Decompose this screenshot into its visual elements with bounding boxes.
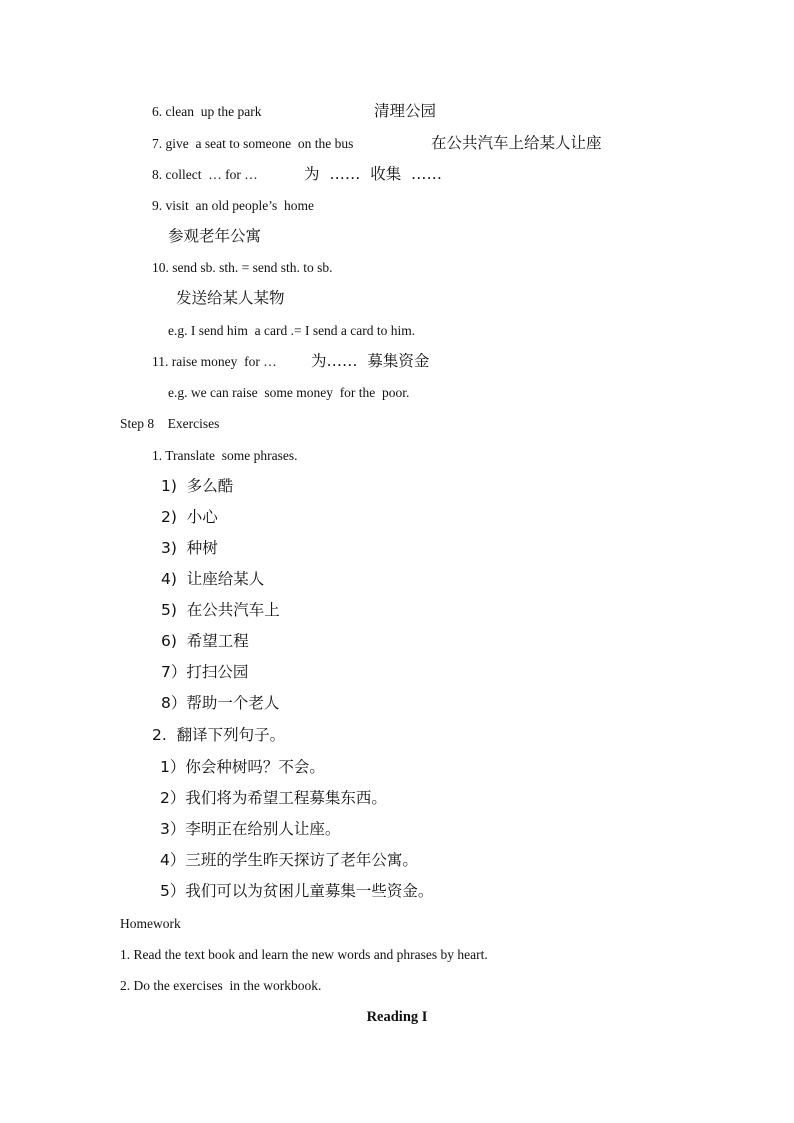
- exercise1-item: 3) 种树: [161, 539, 218, 557]
- step8-title: Step 8 Exercises: [120, 416, 220, 431]
- exercise2-item: 4）三班的学生昨天探访了老年公寓。: [160, 851, 418, 869]
- phrase-11-zh: 为…… 募集资金: [311, 352, 430, 370]
- phrase-10-example: e.g. I send him a card .= I send a card to him.: [168, 323, 416, 338]
- exercise1-item: 4) 让座给某人: [161, 570, 265, 588]
- phrase-10-zh: 发送给某人某物: [176, 289, 285, 307]
- phrase-11-example: e.g. we can raise some money for the poor.: [168, 385, 410, 400]
- exercise2-item: 1）你会种树吗？不会。: [160, 758, 325, 776]
- exercise1-item: 7）打扫公园: [161, 663, 249, 681]
- exercise1-item: 8）帮助一个老人: [161, 694, 280, 712]
- phrase-8-zh: 为 …… 收集 ……: [304, 165, 443, 183]
- exercise2-item: 3）李明正在给别人让座。: [160, 820, 341, 838]
- homework-item: 1. Read the text book and learn the new words and phrases by heart.: [120, 947, 488, 962]
- phrase-8-en: 8. collect … for …: [152, 167, 258, 182]
- phrase-9-en: 9. visit an old people’s home: [152, 198, 314, 213]
- exercise2-item: 5）我们可以为贫困儿童募集一些资金。: [160, 882, 434, 900]
- phrase-7-zh: 在公共汽车上给某人让座: [431, 134, 602, 152]
- exercise1-item: 1) 多么酷: [161, 477, 234, 495]
- phrase-9-zh: 参观老年公寓: [168, 227, 262, 245]
- homework-item: 2. Do the exercises in the workbook.: [120, 978, 322, 993]
- phrase-6-en: 6. clean up the park: [152, 104, 262, 119]
- exercise1-item: 6) 希望工程: [161, 632, 249, 650]
- homework-title: Homework: [120, 916, 181, 931]
- phrase-11-en: 11. raise money for …: [152, 354, 277, 369]
- exercise2-title: 2. 翻译下列句子。: [152, 726, 286, 744]
- exercise2-item: 2）我们将为希望工程募集东西。: [160, 789, 387, 807]
- section-heading: Reading I: [366, 1009, 428, 1025]
- phrase-7-en: 7. give a seat to someone on the bus: [152, 136, 354, 151]
- exercise1-item: 2) 小心: [161, 508, 218, 526]
- phrase-10-en: 10. send sb. sth. = send sth. to sb.: [152, 260, 333, 275]
- exercise1-item: 5) 在公共汽车上: [161, 601, 280, 619]
- exercise1-title: 1. Translate some phrases.: [152, 448, 298, 463]
- phrase-6-zh: 清理公园: [374, 102, 437, 120]
